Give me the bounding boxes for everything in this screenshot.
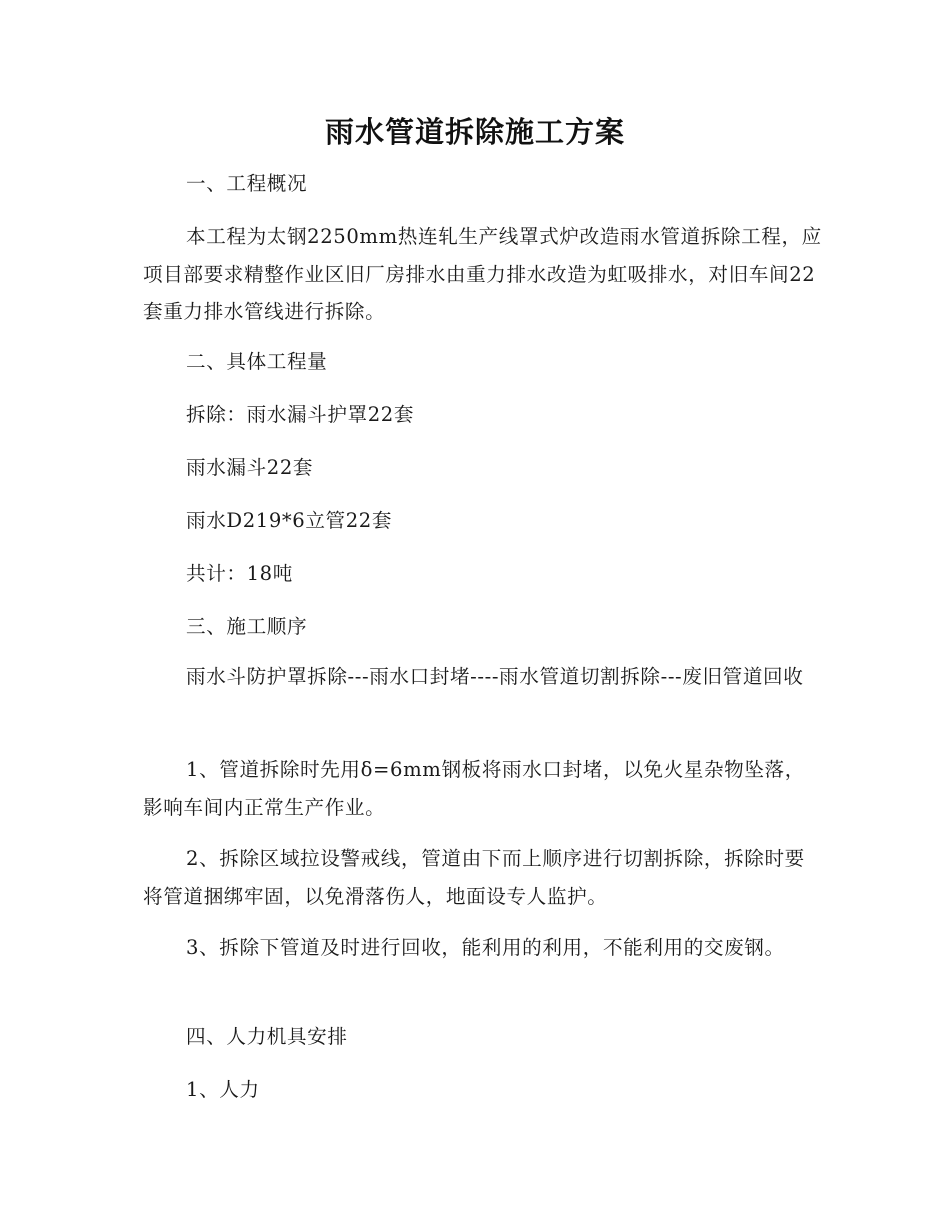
paragraph-step-3: 3、拆除下管道及时进行回收，能利用的利用，不能利用的交废钢。 — [186, 936, 785, 959]
paragraph-downpipes: 雨水D219*6立管22套 — [186, 509, 393, 532]
heading-labor-equipment: 四、人力机具安排 — [186, 1025, 348, 1048]
heading-project-overview: 一、工程概况 — [186, 172, 308, 195]
heading-construction-sequence: 三、施工顺序 — [186, 615, 308, 638]
paragraph-funnels: 雨水漏斗22套 — [186, 456, 314, 479]
paragraph-total: 共计：18吨 — [186, 562, 293, 585]
paragraph-demolish-covers: 拆除：雨水漏斗护罩22套 — [186, 403, 415, 426]
paragraph-labor: 1、人力 — [186, 1078, 260, 1101]
paragraph-project-description: 本工程为太钢2250mm热连轧生产线罩式炉改造雨水管道拆除工程，应项目部要求精整作业区旧厂房排水由重力排水改造为虹吸排水，对旧车间22套重力排水管线进行拆除。 — [143, 225, 822, 323]
heading-work-quantity: 二、具体工程量 — [186, 350, 328, 373]
paragraph-step-2: 2、拆除区域拉设警戒线，管道由下而上顺序进行切割拆除，拆除时要将管道捆绑牢固，以免滑落伤人，地面设专人监护。 — [143, 847, 805, 908]
paragraph-sequence-flow: 雨水斗防护罩拆除---雨水口封堵----雨水管道切割拆除---废旧管道回收 — [186, 665, 804, 688]
document-title: 雨水管道拆除施工方案 — [324, 115, 625, 149]
paragraph-step-1: 1、管道拆除时先用δ=6mm钢板将雨水口封堵，以免火星杂物坠落，影响车间内正常生产作业。 — [143, 758, 805, 819]
